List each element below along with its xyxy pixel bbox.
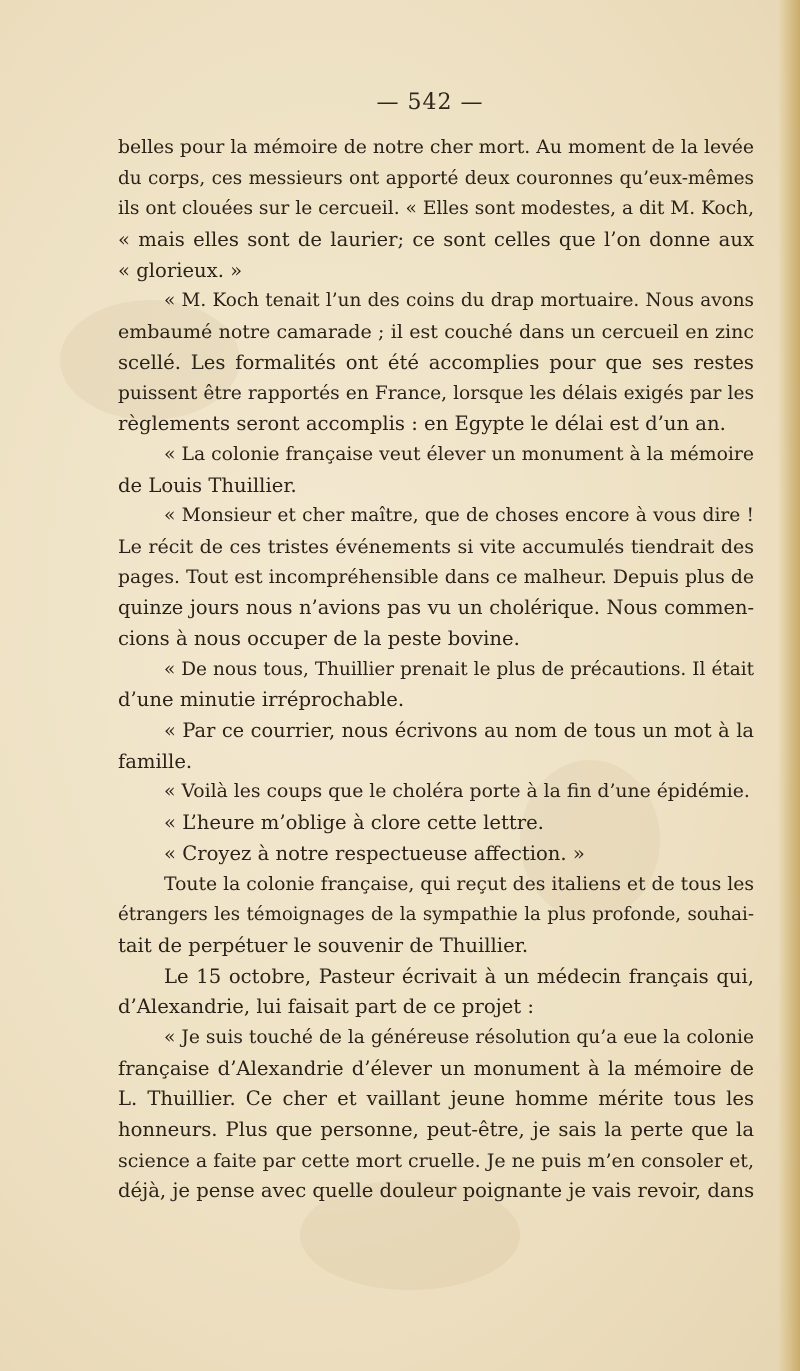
text-line: du corps, ces messieurs ont apporté deux couronnes qu’eux-mêmes bbox=[118, 167, 754, 189]
text-line: cions à nous occuper de la peste bovine. bbox=[118, 627, 520, 650]
text-line: tait de perpétuer le souvenir de Thuillier. bbox=[118, 933, 529, 957]
text-line: Le récit de ces tristes événements si vite accumulés tiendrait des bbox=[118, 535, 754, 558]
text-line: de Louis Thuillier. bbox=[118, 473, 297, 497]
page-edge-shadow bbox=[778, 0, 800, 1371]
text-line: « Je suis touché de la généreuse résolution qu’a eue la colonie bbox=[164, 1026, 754, 1048]
text-line: Le 15 octobre, Pasteur écrivait à un médecin français qui, bbox=[164, 964, 754, 988]
text-line: d’une minutie irréprochable. bbox=[118, 688, 405, 712]
text-line: pages. Tout est incompréhensible dans ce malheur. Depuis plus de bbox=[118, 566, 754, 588]
text-line: d’Alexandrie, lui faisait part de ce projet : bbox=[118, 995, 534, 1019]
text-line: « M. Koch tenait l’un des coins du drap mortuaire. Nous avons bbox=[164, 290, 754, 312]
text-line: belles pour la mémoire de notre cher mort. Au moment de la levée bbox=[118, 137, 754, 158]
text-line: scellé. Les formalités ont été accomplies pour que ses restes bbox=[118, 350, 754, 374]
text-line: « glorieux. » bbox=[118, 258, 243, 282]
text-line: « Monsieur et cher maître, que de choses encore à vous dire ! bbox=[164, 505, 754, 527]
text-line: règlements seront accomplis : en Egypte le délai est d’un an. bbox=[118, 412, 726, 436]
text-line: « L’heure m’oblige à clore cette lettre. bbox=[164, 811, 544, 835]
text-line: française d’Alexandrie d’élever un monument à la mémoire de bbox=[118, 1056, 754, 1080]
text-line: déjà, je pense avec quelle douleur poignante je vais revoir, dans bbox=[118, 1179, 754, 1203]
text-line: étrangers les témoignages de la sympathie la plus profonde, souhai- bbox=[118, 904, 754, 926]
page-number: — 542 — bbox=[376, 90, 484, 115]
text-line: « La colonie française veut élever un monument à la mémoire bbox=[164, 443, 754, 465]
text-line: L. Thuillier. Ce cher et vaillant jeune homme mérite tous les bbox=[118, 1087, 754, 1111]
text-line: ils ont clouées sur le cercueil. « Elles sont modestes, a dit M. Koch, bbox=[118, 198, 754, 220]
text-line: « Par ce courrier, nous écrivons au nom de tous un mot à la bbox=[164, 719, 754, 743]
text-line: famille. bbox=[118, 749, 193, 773]
text-line: honneurs. Plus que personne, peut-être, je sais la perte que la bbox=[118, 1118, 754, 1141]
text-line: embaumé notre camarade ; il est couché dans un cercueil en zinc bbox=[118, 321, 754, 344]
text-line: « Croyez à notre respectueuse affection. » bbox=[164, 841, 585, 865]
text-line: « De nous tous, Thuillier prenait le plus de précautions. Il était bbox=[164, 658, 754, 680]
text-line: « Voilà les coups que le choléra porte à la fin d’une épidémie. bbox=[164, 781, 750, 803]
text-line: Toute la colonie française, qui reçut des italiens et de tous les bbox=[164, 873, 754, 895]
text-line: science a faite par cette mort cruelle. Je ne puis m’en consoler et, bbox=[118, 1149, 754, 1172]
text-line: « mais elles sont de laurier; ce sont celles que l’on donne aux bbox=[118, 228, 754, 252]
text-line: quinze jours nous n’avions pas vu un cholérique. Nous commen- bbox=[118, 596, 754, 620]
text-line: puissent être rapportés en France, lorsque les délais exigés par les bbox=[118, 382, 754, 404]
body-text bbox=[118, 133, 754, 1207]
